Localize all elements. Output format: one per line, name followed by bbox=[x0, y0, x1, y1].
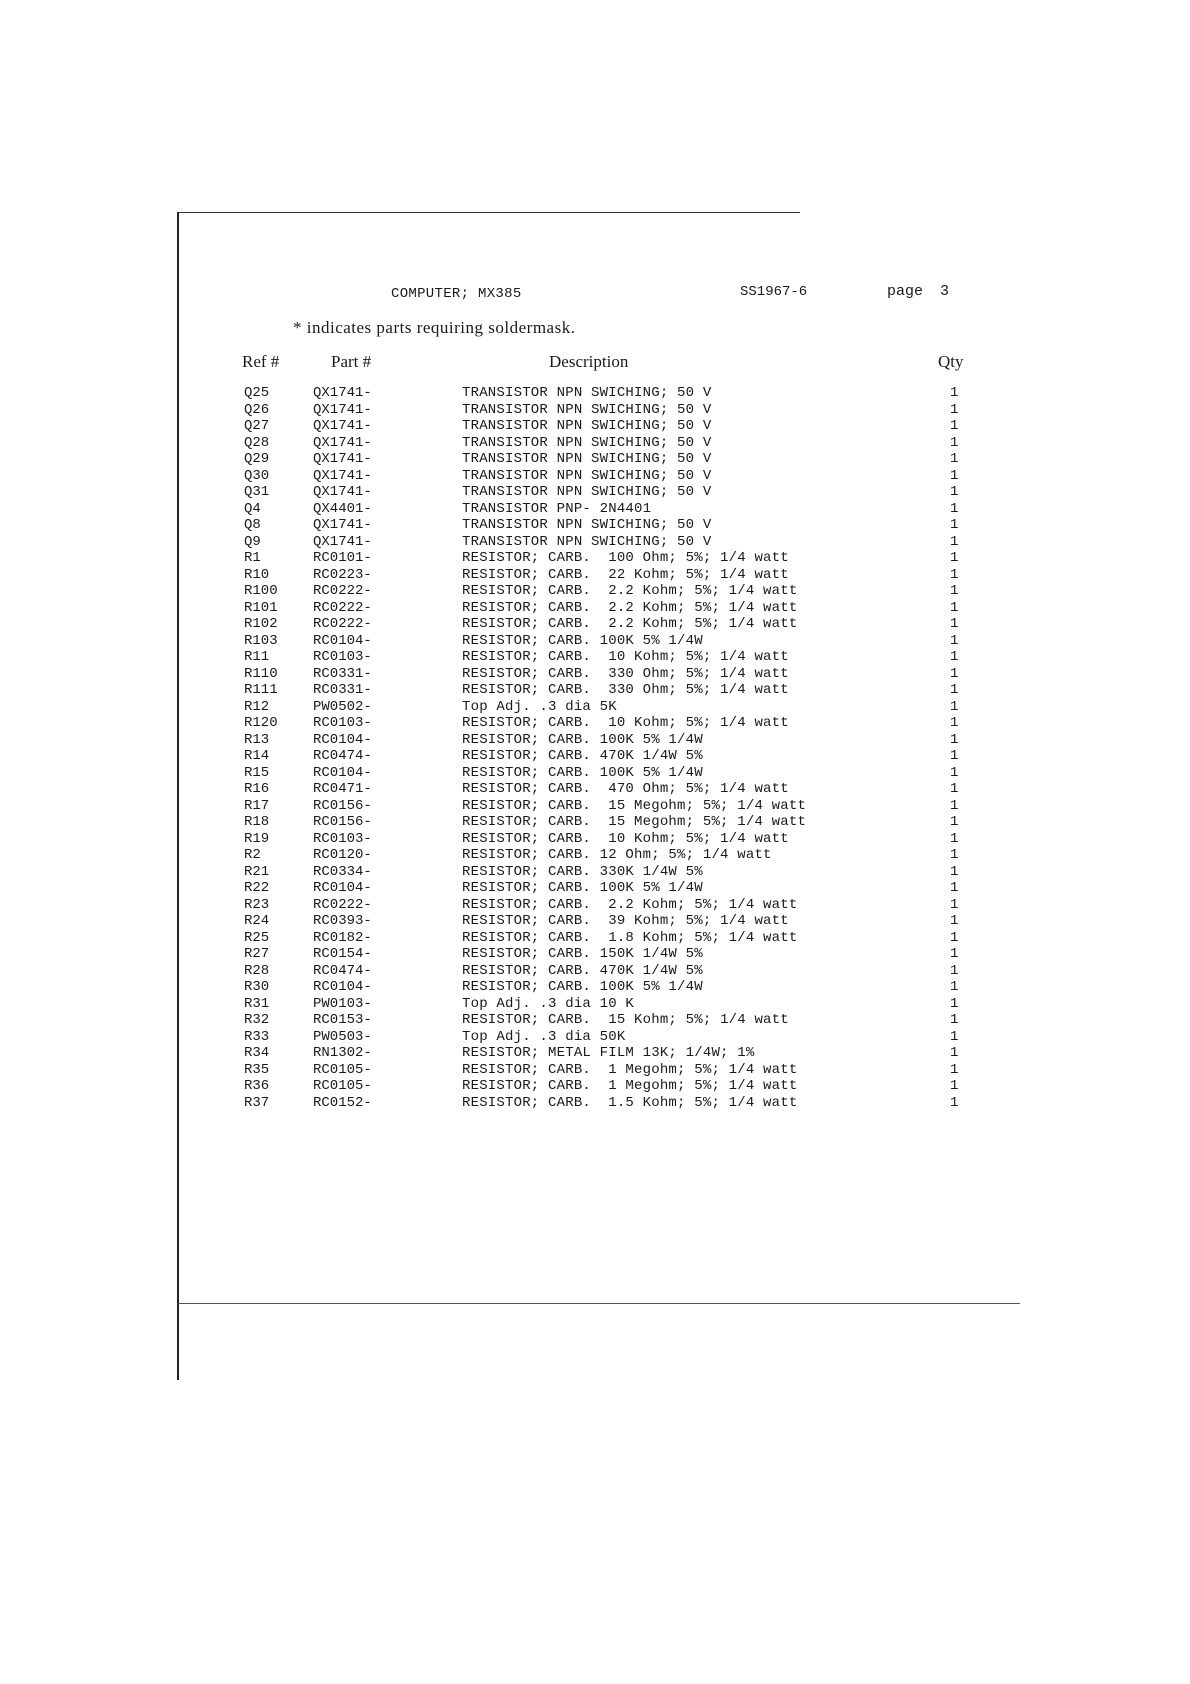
description-cell: RESISTOR; CARB. 39 Kohm; 5%; 1/4 watt bbox=[462, 913, 789, 929]
ref-cell: Q9 bbox=[244, 533, 261, 550]
ref-cell: R18 bbox=[244, 814, 270, 830]
part-number-cell: RC0222- bbox=[313, 896, 372, 913]
table-row bbox=[0, 1062, 1190, 1079]
ref-cell: R27 bbox=[244, 946, 270, 962]
part-number-cell: RC0223- bbox=[313, 566, 372, 583]
table-row bbox=[0, 913, 1190, 930]
part-number-cell: PW0502- bbox=[313, 698, 372, 715]
description-cell: RESISTOR; CARB. 10 Kohm; 5%; 1/4 watt bbox=[462, 649, 789, 665]
table-row bbox=[0, 600, 1190, 617]
table-row bbox=[0, 583, 1190, 600]
part-number-cell: RC0104- bbox=[313, 731, 372, 748]
table-row bbox=[0, 501, 1190, 518]
ref-cell: R37 bbox=[244, 1094, 270, 1111]
qty-cell: 1 bbox=[950, 385, 959, 401]
part-number-cell: RC0105- bbox=[313, 1061, 372, 1078]
part-number-cell: QX1741- bbox=[313, 451, 372, 467]
qty-cell: 1 bbox=[950, 830, 959, 847]
qty-cell: 1 bbox=[950, 781, 959, 797]
column-header-description: Description bbox=[549, 352, 629, 371]
table-row bbox=[0, 633, 1190, 650]
part-number-cell: RC0103- bbox=[313, 649, 372, 665]
part-number-cell: RC0393- bbox=[313, 913, 372, 929]
ref-cell: Q27 bbox=[244, 418, 270, 434]
part-number-cell: QX1741- bbox=[313, 401, 372, 418]
description-cell: RESISTOR; CARB. 330 Ohm; 5%; 1/4 watt bbox=[462, 665, 789, 682]
table-row bbox=[0, 666, 1190, 683]
ref-cell: Q31 bbox=[244, 484, 270, 500]
part-number-cell: RC0156- bbox=[313, 814, 372, 830]
qty-cell: 1 bbox=[950, 451, 959, 467]
description-cell: Top Adj. .3 dia 10 K bbox=[462, 995, 635, 1012]
part-number-cell: PW0503- bbox=[313, 1028, 372, 1045]
ref-cell: R24 bbox=[244, 913, 270, 929]
ref-cell: R25 bbox=[244, 929, 270, 946]
ref-cell: R23 bbox=[244, 896, 270, 913]
ref-cell: R34 bbox=[244, 1045, 270, 1061]
table-row bbox=[0, 534, 1190, 551]
description-cell: RESISTOR; CARB. 470K 1/4W 5% bbox=[462, 962, 703, 979]
ref-cell: R21 bbox=[244, 863, 270, 880]
qty-cell: 1 bbox=[950, 913, 959, 929]
table-row bbox=[0, 1029, 1190, 1046]
column-header-part: Part # bbox=[331, 352, 372, 371]
table-row bbox=[0, 1045, 1190, 1062]
ref-cell: R13 bbox=[244, 731, 270, 748]
description-cell: RESISTOR; CARB. 330K 1/4W 5% bbox=[462, 863, 703, 880]
description-cell: RESISTOR; CARB. 100K 5% 1/4W bbox=[462, 632, 703, 649]
table-row bbox=[0, 385, 1190, 402]
qty-cell: 1 bbox=[950, 880, 959, 896]
ref-cell: R19 bbox=[244, 830, 270, 847]
part-number-cell: RC0331- bbox=[313, 665, 372, 682]
column-header-ref: Ref # bbox=[242, 352, 280, 371]
soldermask-note: * indicates parts requiring soldermask. bbox=[293, 318, 576, 337]
qty-cell: 1 bbox=[950, 566, 959, 583]
ref-cell: Q29 bbox=[244, 451, 270, 467]
part-number-cell: RC0104- bbox=[313, 632, 372, 649]
table-row bbox=[0, 880, 1190, 897]
ref-cell: R102 bbox=[244, 616, 278, 632]
description-cell: TRANSISTOR NPN SWICHING; 50 V bbox=[462, 533, 712, 550]
description-cell: RESISTOR; CARB. 2.2 Kohm; 5%; 1/4 watt bbox=[462, 616, 798, 632]
table-row bbox=[0, 847, 1190, 864]
document-number: SS1967-6 bbox=[740, 284, 808, 300]
description-cell: RESISTOR; CARB. 100K 5% 1/4W bbox=[462, 764, 703, 781]
table-row bbox=[0, 649, 1190, 666]
qty-cell: 1 bbox=[950, 682, 959, 698]
table-row bbox=[0, 567, 1190, 584]
part-number-cell: RC0103- bbox=[313, 830, 372, 847]
qty-cell: 1 bbox=[950, 484, 959, 500]
qty-cell: 1 bbox=[950, 1028, 959, 1045]
part-number-cell: RC0152- bbox=[313, 1094, 372, 1111]
qty-cell: 1 bbox=[950, 550, 959, 566]
part-number-cell: RC0154- bbox=[313, 946, 372, 962]
qty-cell: 1 bbox=[950, 1078, 959, 1094]
ref-cell: R120 bbox=[244, 715, 278, 731]
description-cell: RESISTOR; CARB. 2.2 Kohm; 5%; 1/4 watt bbox=[462, 599, 798, 616]
qty-cell: 1 bbox=[950, 583, 959, 599]
qty-cell: 1 bbox=[950, 1094, 959, 1111]
ref-cell: R31 bbox=[244, 995, 270, 1012]
part-number-cell: QX1741- bbox=[313, 418, 372, 434]
description-cell: TRANSISTOR NPN SWICHING; 50 V bbox=[462, 517, 712, 533]
part-number-cell: QX1741- bbox=[313, 467, 372, 484]
qty-cell: 1 bbox=[950, 1045, 959, 1061]
description-cell: TRANSISTOR NPN SWICHING; 50 V bbox=[462, 385, 712, 401]
document-title: COMPUTER; MX385 bbox=[391, 286, 522, 302]
qty-cell: 1 bbox=[950, 616, 959, 632]
part-number-cell: RC0222- bbox=[313, 599, 372, 616]
ref-cell: R103 bbox=[244, 632, 278, 649]
ref-cell: R32 bbox=[244, 1012, 270, 1028]
table-row bbox=[0, 831, 1190, 848]
description-cell: RESISTOR; CARB. 100K 5% 1/4W bbox=[462, 731, 703, 748]
description-cell: RESISTOR; CARB. 1.8 Kohm; 5%; 1/4 watt bbox=[462, 929, 798, 946]
description-cell: RESISTOR; CARB. 100K 5% 1/4W bbox=[462, 979, 703, 995]
table-row bbox=[0, 814, 1190, 831]
table-row bbox=[0, 435, 1190, 452]
table-row bbox=[0, 451, 1190, 468]
description-cell: RESISTOR; CARB. 100 Ohm; 5%; 1/4 watt bbox=[462, 550, 789, 566]
qty-cell: 1 bbox=[950, 632, 959, 649]
table-row bbox=[0, 732, 1190, 749]
table-row bbox=[0, 616, 1190, 633]
bottom-border-line bbox=[178, 1303, 1020, 1304]
table-row bbox=[0, 402, 1190, 419]
qty-cell: 1 bbox=[950, 517, 959, 533]
part-number-cell: RC0474- bbox=[313, 962, 372, 979]
part-number-cell: RC0471- bbox=[313, 781, 372, 797]
qty-cell: 1 bbox=[950, 533, 959, 550]
qty-cell: 1 bbox=[950, 946, 959, 962]
part-number-cell: RC0104- bbox=[313, 764, 372, 781]
ref-cell: R17 bbox=[244, 797, 270, 814]
qty-cell: 1 bbox=[950, 1061, 959, 1078]
ref-cell: Q28 bbox=[244, 434, 270, 451]
table-row bbox=[0, 963, 1190, 980]
qty-cell: 1 bbox=[950, 748, 959, 764]
description-cell: RESISTOR; CARB. 22 Kohm; 5%; 1/4 watt bbox=[462, 566, 789, 583]
part-number-cell: RC0103- bbox=[313, 715, 372, 731]
parts-list bbox=[0, 385, 1190, 1111]
description-cell: RESISTOR; CARB. 330 Ohm; 5%; 1/4 watt bbox=[462, 682, 789, 698]
ref-cell: R2 bbox=[244, 847, 261, 863]
qty-cell: 1 bbox=[950, 715, 959, 731]
description-cell: RESISTOR; CARB. 470K 1/4W 5% bbox=[462, 748, 703, 764]
qty-cell: 1 bbox=[950, 467, 959, 484]
table-row bbox=[0, 1012, 1190, 1029]
table-row bbox=[0, 484, 1190, 501]
qty-cell: 1 bbox=[950, 962, 959, 979]
ref-cell: R16 bbox=[244, 781, 270, 797]
ref-cell: R12 bbox=[244, 698, 270, 715]
description-cell: TRANSISTOR NPN SWICHING; 50 V bbox=[462, 451, 712, 467]
table-row bbox=[0, 996, 1190, 1013]
ref-cell: R35 bbox=[244, 1061, 270, 1078]
ref-cell: Q8 bbox=[244, 517, 261, 533]
table-row bbox=[0, 1078, 1190, 1095]
table-row bbox=[0, 699, 1190, 716]
part-number-cell: RC0182- bbox=[313, 929, 372, 946]
ref-cell: R1 bbox=[244, 550, 261, 566]
description-cell: RESISTOR; CARB. 100K 5% 1/4W bbox=[462, 880, 703, 896]
qty-cell: 1 bbox=[950, 979, 959, 995]
part-number-cell: PW0103- bbox=[313, 995, 372, 1012]
part-number-cell: RN1302- bbox=[313, 1045, 372, 1061]
qty-cell: 1 bbox=[950, 797, 959, 814]
column-header-qty: Qty bbox=[938, 352, 964, 371]
description-cell: TRANSISTOR NPN SWICHING; 50 V bbox=[462, 418, 712, 434]
table-row bbox=[0, 418, 1190, 435]
description-cell: TRANSISTOR NPN SWICHING; 50 V bbox=[462, 401, 712, 418]
description-cell: RESISTOR; CARB. 1.5 Kohm; 5%; 1/4 watt bbox=[462, 1094, 798, 1111]
table-row bbox=[0, 946, 1190, 963]
qty-cell: 1 bbox=[950, 649, 959, 665]
description-cell: TRANSISTOR PNP- 2N4401 bbox=[462, 500, 652, 517]
description-cell: RESISTOR; METAL FILM 13K; 1/4W; 1% bbox=[462, 1045, 755, 1061]
part-number-cell: RC0474- bbox=[313, 748, 372, 764]
qty-cell: 1 bbox=[950, 863, 959, 880]
qty-cell: 1 bbox=[950, 731, 959, 748]
description-cell: RESISTOR; CARB. 15 Megohm; 5%; 1/4 watt bbox=[462, 814, 807, 830]
description-cell: RESISTOR; CARB. 15 Kohm; 5%; 1/4 watt bbox=[462, 1012, 789, 1028]
qty-cell: 1 bbox=[950, 995, 959, 1012]
description-cell: RESISTOR; CARB. 2.2 Kohm; 5%; 1/4 watt bbox=[462, 896, 798, 913]
ref-cell: Q4 bbox=[244, 500, 261, 517]
part-number-cell: RC0153- bbox=[313, 1012, 372, 1028]
table-row bbox=[0, 682, 1190, 699]
ref-cell: R14 bbox=[244, 748, 270, 764]
qty-cell: 1 bbox=[950, 929, 959, 946]
part-number-cell: RC0156- bbox=[313, 797, 372, 814]
part-number-cell: QX1741- bbox=[313, 484, 372, 500]
part-number-cell: RC0222- bbox=[313, 583, 372, 599]
qty-cell: 1 bbox=[950, 764, 959, 781]
description-cell: TRANSISTOR NPN SWICHING; 50 V bbox=[462, 484, 712, 500]
table-row bbox=[0, 1095, 1190, 1112]
table-row bbox=[0, 781, 1190, 798]
description-cell: RESISTOR; CARB. 2.2 Kohm; 5%; 1/4 watt bbox=[462, 583, 798, 599]
qty-cell: 1 bbox=[950, 814, 959, 830]
table-row bbox=[0, 748, 1190, 765]
qty-cell: 1 bbox=[950, 500, 959, 517]
qty-cell: 1 bbox=[950, 401, 959, 418]
page-number: page 3 bbox=[887, 283, 950, 300]
description-cell: Top Adj. .3 dia 5K bbox=[462, 698, 617, 715]
part-number-cell: RC0105- bbox=[313, 1078, 372, 1094]
ref-cell: R11 bbox=[244, 649, 270, 665]
part-number-cell: RC0104- bbox=[313, 880, 372, 896]
ref-cell: Q25 bbox=[244, 385, 270, 401]
part-number-cell: QX1741- bbox=[313, 517, 372, 533]
description-cell: RESISTOR; CARB. 470 Ohm; 5%; 1/4 watt bbox=[462, 781, 789, 797]
description-cell: RESISTOR; CARB. 1 Megohm; 5%; 1/4 watt bbox=[462, 1078, 798, 1094]
description-cell: RESISTOR; CARB. 12 Ohm; 5%; 1/4 watt bbox=[462, 847, 772, 863]
ref-cell: R30 bbox=[244, 979, 270, 995]
ref-cell: R22 bbox=[244, 880, 270, 896]
qty-cell: 1 bbox=[950, 599, 959, 616]
part-number-cell: RC0104- bbox=[313, 979, 372, 995]
qty-cell: 1 bbox=[950, 665, 959, 682]
description-cell: Top Adj. .3 dia 50K bbox=[462, 1028, 626, 1045]
ref-cell: R33 bbox=[244, 1028, 270, 1045]
description-cell: RESISTOR; CARB. 150K 1/4W 5% bbox=[462, 946, 703, 962]
ref-cell: R10 bbox=[244, 566, 270, 583]
ref-cell: R36 bbox=[244, 1078, 270, 1094]
description-cell: RESISTOR; CARB. 1 Megohm; 5%; 1/4 watt bbox=[462, 1061, 798, 1078]
qty-cell: 1 bbox=[950, 847, 959, 863]
top-border-line bbox=[178, 212, 800, 213]
qty-cell: 1 bbox=[950, 418, 959, 434]
part-number-cell: RC0101- bbox=[313, 550, 372, 566]
description-cell: RESISTOR; CARB. 15 Megohm; 5%; 1/4 watt bbox=[462, 797, 807, 814]
part-number-cell: QX4401- bbox=[313, 500, 372, 517]
description-cell: TRANSISTOR NPN SWICHING; 50 V bbox=[462, 434, 712, 451]
ref-cell: R28 bbox=[244, 962, 270, 979]
table-row bbox=[0, 715, 1190, 732]
description-cell: TRANSISTOR NPN SWICHING; 50 V bbox=[462, 467, 712, 484]
description-cell: RESISTOR; CARB. 10 Kohm; 5%; 1/4 watt bbox=[462, 715, 789, 731]
table-row bbox=[0, 468, 1190, 485]
part-number-cell: RC0331- bbox=[313, 682, 372, 698]
ref-cell: R15 bbox=[244, 764, 270, 781]
table-row bbox=[0, 930, 1190, 947]
table-row bbox=[0, 864, 1190, 881]
ref-cell: Q30 bbox=[244, 467, 270, 484]
part-number-cell: RC0120- bbox=[313, 847, 372, 863]
ref-cell: R111 bbox=[244, 682, 278, 698]
qty-cell: 1 bbox=[950, 434, 959, 451]
part-number-cell: QX1741- bbox=[313, 434, 372, 451]
ref-cell: R101 bbox=[244, 599, 278, 616]
ref-cell: R110 bbox=[244, 665, 278, 682]
part-number-cell: QX1741- bbox=[313, 385, 372, 401]
description-cell: RESISTOR; CARB. 10 Kohm; 5%; 1/4 watt bbox=[462, 830, 789, 847]
ref-cell: Q26 bbox=[244, 401, 270, 418]
part-number-cell: RC0222- bbox=[313, 616, 372, 632]
qty-cell: 1 bbox=[950, 698, 959, 715]
table-row bbox=[0, 765, 1190, 782]
qty-cell: 1 bbox=[950, 1012, 959, 1028]
ref-cell: R100 bbox=[244, 583, 278, 599]
table-row bbox=[0, 798, 1190, 815]
table-row bbox=[0, 979, 1190, 996]
qty-cell: 1 bbox=[950, 896, 959, 913]
table-row bbox=[0, 517, 1190, 534]
table-row bbox=[0, 550, 1190, 567]
table-row bbox=[0, 897, 1190, 914]
part-number-cell: RC0334- bbox=[313, 863, 372, 880]
part-number-cell: QX1741- bbox=[313, 533, 372, 550]
